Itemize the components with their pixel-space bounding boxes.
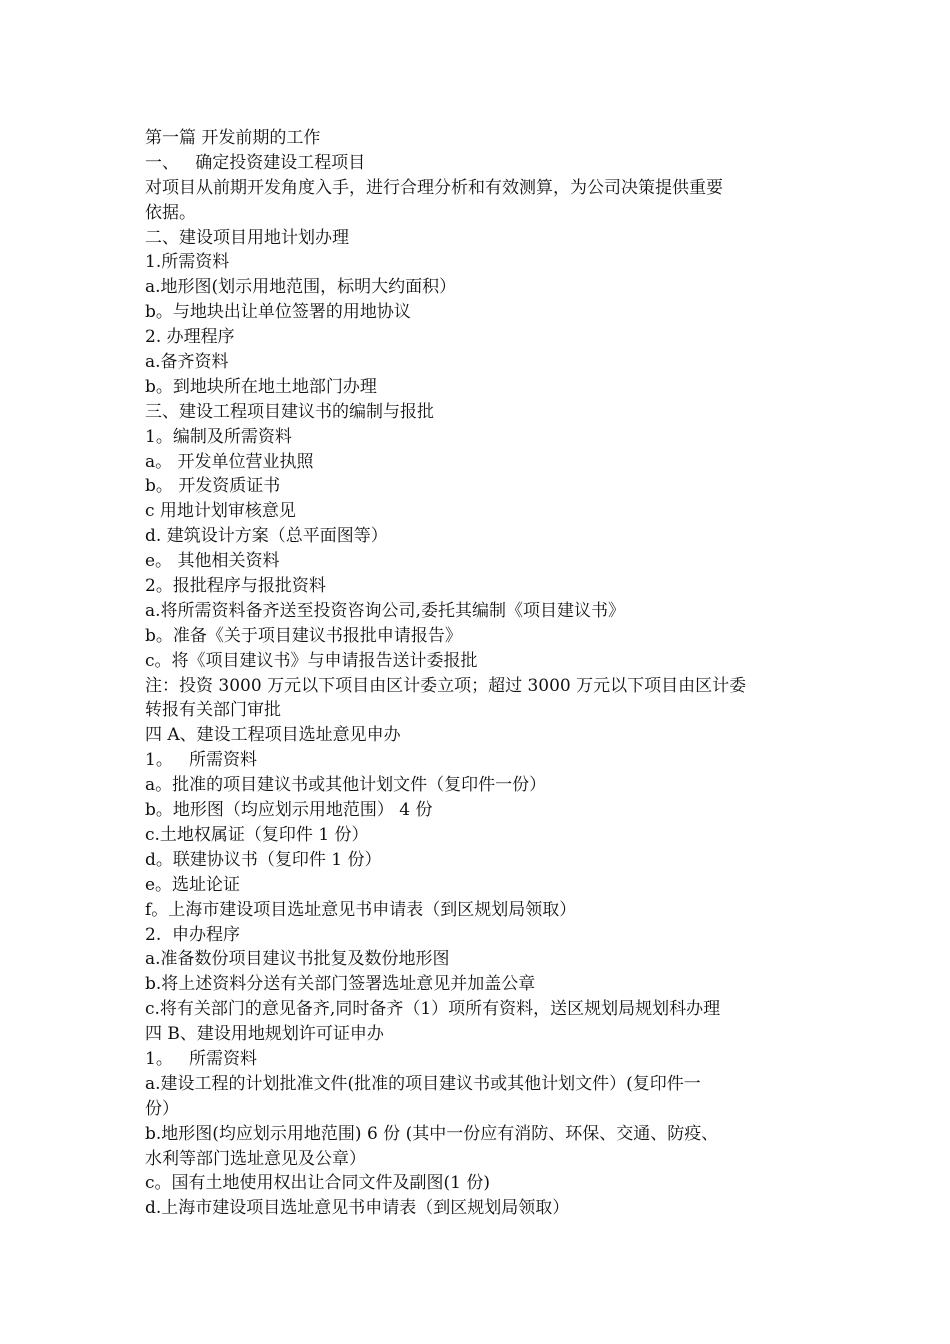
subheading: 2. 办理程序	[145, 327, 235, 348]
list-item: c.土地权属证（复印件 1 份）	[145, 824, 369, 845]
paragraph-line: 依据。	[145, 202, 196, 223]
heading-2: 二、建设项目用地计划办理	[145, 227, 349, 248]
paragraph-line: 对项目从前期开发角度入手，进行合理分析和有效测算，为公司决策提供重要	[145, 177, 723, 198]
list-item: e。选址论证	[145, 874, 241, 895]
subheading: 1。 所需资料	[145, 1048, 258, 1069]
subheading: 1.所需资料	[145, 252, 230, 273]
subheading: 2. 申办程序	[145, 924, 241, 945]
list-item: a.建设工程的计划批准文件(批准的项目建议书或其他计划文件）(复印件一	[145, 1073, 701, 1094]
list-item: a.将所需资料备齐送至投资咨询公司,委托其编制《项目建议书》	[145, 600, 625, 621]
list-item: b.地形图(均应划示用地范围) 6 份 (其中一份应有消防、环保、交通、防疫、	[145, 1123, 719, 1144]
heading-3: 三、建设工程项目建议书的编制与报批	[145, 401, 434, 422]
list-item: b。 开发资质证书	[145, 476, 281, 497]
subheading: 1。 所需资料	[145, 750, 258, 771]
list-item: a。 开发单位营业执照	[145, 451, 314, 472]
note-line: 注：投资 3000 万元以下项目由区计委立项；超过 3000 万元以下项目由区计委	[145, 675, 747, 696]
list-item: c。将《项目建议书》与申请报告送计委报批	[145, 650, 478, 671]
list-item: 份）	[145, 1098, 179, 1119]
list-item: d. 建筑设计方案（总平面图等）	[145, 526, 388, 547]
list-item: d.上海市建设项目选址意见书申请表（到区规划局领取）	[145, 1198, 570, 1219]
list-item: b。到地块所在地土地部门办理	[145, 376, 377, 397]
list-item: c.将有关部门的意见备齐,同时备齐（1）项所有资料，送区规划局规划科办理	[145, 999, 721, 1020]
list-item: c 用地计划审核意见	[145, 501, 296, 522]
list-item: b。地形图（均应划示用地范围） 4 份	[145, 800, 433, 821]
list-item: d。联建协议书（复印件 1 份）	[145, 849, 382, 870]
list-item: b。准备《关于项目建议书报批申请报告》	[145, 625, 462, 646]
list-item: f。上海市建设项目选址意见书申请表（到区规划局领取）	[145, 899, 577, 920]
list-item: 水利等部门选址意见及公章）	[145, 1148, 366, 1169]
heading-4a: 四 A、建设工程项目选址意见申办	[145, 725, 401, 746]
subheading: 2。报批程序与报批资料	[145, 576, 326, 597]
list-item: c。国有土地使用权出让合同文件及副图(1 份)	[145, 1173, 491, 1194]
list-item: a.准备数份项目建议书批复及数份地形图	[145, 949, 450, 970]
list-item: b。与地块出让单位签署的用地协议	[145, 302, 411, 323]
list-item: a.备齐资料	[145, 352, 229, 373]
heading-1: 一、 确定投资建设工程项目	[145, 152, 366, 173]
subheading: 1。编制及所需资料	[145, 426, 292, 447]
list-item: b.将上述资料分送有关部门签署选址意见并加盖公章	[145, 974, 536, 995]
list-item: e。 其他相关资料	[145, 551, 280, 572]
document-body	[145, 126, 805, 1221]
list-item: a.地形图(划示用地范围，标明大约面积）	[145, 277, 457, 298]
section-title: 第一篇 开发前期的工作	[145, 128, 321, 148]
list-item: a。批准的项目建议书或其他计划文件（复印件一份）	[145, 775, 547, 796]
note-line: 转报有关部门审批	[145, 700, 281, 721]
heading-4b: 四 B、建设用地规划许可证申办	[145, 1024, 384, 1045]
